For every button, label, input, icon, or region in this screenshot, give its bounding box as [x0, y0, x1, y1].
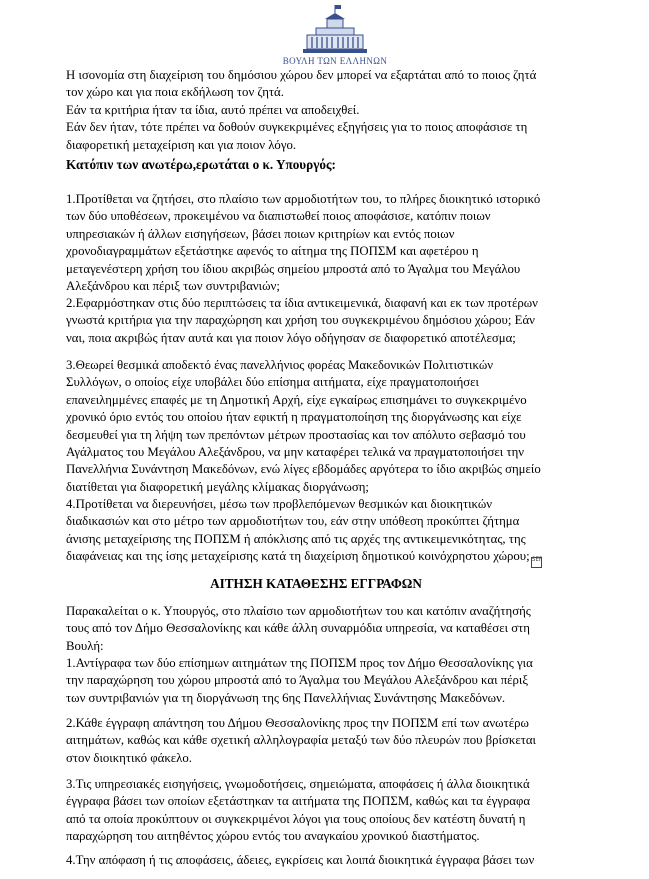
text-line-content: διαφάνειας και της ίσης μεταχείρισης κατά τη διαχείριση δημοτικού κοινόχρηστου χώρου; — [66, 549, 530, 564]
text-line: Παρακαλείται ο κ. Υπουργός, στο πλαίσιο των αρμοδιοτήτων του και κατόπιν αναζήτησής — [66, 604, 531, 618]
separator-glyph: SEP — [531, 557, 542, 568]
text-line: Εάν τα κριτήρια ήταν τα ίδια, αυτό πρέπει να αποδειχθεί. — [66, 102, 360, 117]
text-line: Αγάλματος του Μεγάλου Αλεξάνδρου, να μην καταφέρει τελικά να πραγματοποιήσει την — [66, 445, 525, 460]
logo-caption: ΒΟΥΛΗ ΤΩΝ ΕΛΛΗΝΩΝ — [282, 56, 388, 66]
question-1 — [66, 191, 566, 295]
text-line: 4.Την απόφαση ή τις αποφάσεις, άδειες, εγκρίσεις και λοιπά διοικητικά έγγραφα βάσει των — [66, 853, 535, 867]
text-line: διαφορετική μεταχείριση και για ποιον λόγο. — [66, 137, 297, 152]
text-line: 1.Αντίγραφα των δύο επίσημων αιτημάτων της ΠΟΠΣΜ προς τον Δήμο Θεσσαλονίκης για — [66, 656, 533, 670]
text-line: υπηρεσιακών ή άλλων εισηγήσεων, βάσει ποιων κριτηρίων και εντός ποιων — [66, 226, 455, 241]
text-line: Εάν δεν ήταν, τότε πρέπει να δοθούν συγκεκριμένες εξηγήσεις για το ποιος αποφάσισε τη — [66, 120, 528, 135]
text-line: Συλλόγων, ο οποίος είχε υποβάλει δύο επίσημα αιτήματα, είχε πραγματοποιήσει — [66, 375, 479, 390]
text-line: 3.Τις υπηρεσιακές εισηγήσεις, γνωμοδοτήσεις, σημειώματα, αποφάσεις ή άλλα διοικητικά — [66, 777, 530, 791]
intro-paragraph — [66, 67, 566, 154]
text-line: γνωστά κριτήρια για την παραχώρηση και χρήση του συγκεκριμένου δημόσιου χώρου; Εάν — [66, 313, 535, 328]
text-line: 2.Κάθε έγγραφη απάντηση του Δήμου Θεσσαλονίκης προς την ΠΟΠΣΜ επί των ανωτέρω — [66, 716, 529, 730]
text-line: 2.Εφαρμόστηκαν στις δύο περιπτώσεις τα ίδια αντικειμενικά, διαφανή και εκ των προτέρων — [66, 296, 538, 310]
documents-intro — [66, 603, 566, 655]
document-item-3 — [66, 776, 566, 846]
text-line: επανειλημμένες επαφές με τη Δημοτική Αρχή, είχε εγκαίρως επισημάνει το συγκεκριμένο — [66, 392, 527, 407]
question-3 — [66, 357, 566, 496]
text-line: άνισης μεταχείρισης της ΠΟΠΣΜ ή απόκλισης από τις αρχές της αντικειμενικότητας, της — [66, 531, 526, 546]
documents-heading: ΑΙΤΗΣΗ ΚΑΤΑΘΕΣΗΣ ΕΓΓΡΑΦΩΝ — [210, 576, 422, 591]
text-line: χρονοδιαγραμμάτων εξετάστηκε αφενός το αίτημα της ΠΟΠΣΜ και αφετέρου η — [66, 244, 479, 259]
text-line — [66, 548, 566, 568]
document-item-2 — [66, 715, 566, 767]
text-line: διαδικασιών και στο μέτρο των αρμοδιοτήτων του, εάν στην υπόθεση προκύπτει ζήτημα — [66, 514, 520, 529]
document-item-4 — [66, 852, 566, 869]
text-line: των δύο υποθέσεων, προκειμένου να διαπιστωθεί ποιος αποφάσισε, κατόπιν ποιων — [66, 209, 491, 224]
document-item-1 — [66, 655, 566, 707]
text-line: τον χώρο και για ποια εκδήλωση τον ζητά. — [66, 85, 284, 100]
text-line: διατίθεται για διαφορετική μεγάλης κλίμακας διοργάνωση; — [66, 479, 369, 494]
text-line: τους από τον Δήμο Θεσσαλονίκης και κάθε άλλη συναρμόδια υπηρεσία, να καταθέσει στη — [66, 621, 530, 636]
text-line: μεταγενέστερη χρήση του ίδιου ακριβώς σημείου μπροστά από το Άγαλμα του Μεγάλου — [66, 261, 521, 276]
text-line: 3.Θεωρεί θεσμικά αποδεκτό ένας πανελλήνιος φορέας Μακεδονικών Πολιτιστικών — [66, 358, 494, 372]
parliament-building-icon — [267, 4, 403, 56]
question-2 — [66, 295, 566, 347]
text-line: δεσμευθεί για τη λήψη των πρεπόντων μέτρων προστασίας και τον απόλυτο σεβασμό του — [66, 427, 526, 442]
text-line: 4.Προτίθεται να διερευνήσει, μέσω των προβλεπόμενων θεσμικών και διοικητικών — [66, 497, 493, 511]
question-4 — [66, 496, 566, 568]
question-heading: Κατόπιν των ανωτέρω,ερωτάται ο κ. Υπουργός: — [66, 157, 336, 172]
text-line: ναι, ποια ακριβώς ήταν αυτά και για ποιον λόγο οδήγησαν σε διαφορετικό αποτέλεσμα; — [66, 330, 516, 345]
text-line: αιτημάτων, καθώς και κάθε σχετική αλληλογραφία μεταξύ των δύο πλευρών που βρίσκεται — [66, 733, 536, 748]
parliament-logo — [267, 4, 403, 66]
text-line: χρονικό όριο εντός του οποίου ήταν εφικτή η πραγματοποίηση της διοργάνωσης και είχε — [66, 410, 522, 425]
text-line: την παραχώρηση του χώρου μπροστά από το Άγαλμα του Μεγάλου Αλεξάνδρου και πέριξ — [66, 673, 529, 688]
text-line: 1.Προτίθεται να ζητήσει, στο πλαίσιο των αρμοδιοτήτων του, το πλήρες διοικητικό ιστορικό — [66, 192, 541, 206]
text-line: Η ισονομία στη διαχείριση του δημόσιου χώρου δεν μπορεί να εξαρτάται από το ποιος ζητά — [66, 68, 537, 82]
text-line: Πανελλήνια Συνάντηση Μακεδόνων, ενώ λίγες εβδομάδες αργότερα το ίδιο ακριβώς σημείο — [66, 462, 541, 477]
text-line: στον διοικητικό φάκελο. — [66, 750, 192, 765]
text-line: Βουλή: — [66, 638, 104, 653]
text-line: των συντριβανιών για τη διοργάνωση της 6ης Πανελλήνιας Συνάντησης Μακεδόνων. — [66, 690, 506, 705]
text-line: έγγραφα βάσει των οποίων εξετάστηκαν τα αιτήματα της ΠΟΠΣΜ, καθώς και τα έγγραφα — [66, 794, 531, 809]
text-line: Αλεξάνδρου και πέριξ των συντριβανιών; — [66, 279, 280, 294]
text-line: παραχώρηση του αιτηθέντος χώρου εντός του αναγκαίου χρονικού διαστήματος. — [66, 829, 480, 844]
text-line: από τα οποία προκύπτουν οι συγκεκριμένοι λόγοι για τους οποίους δεν κατέστη δυνατή η — [66, 811, 526, 826]
